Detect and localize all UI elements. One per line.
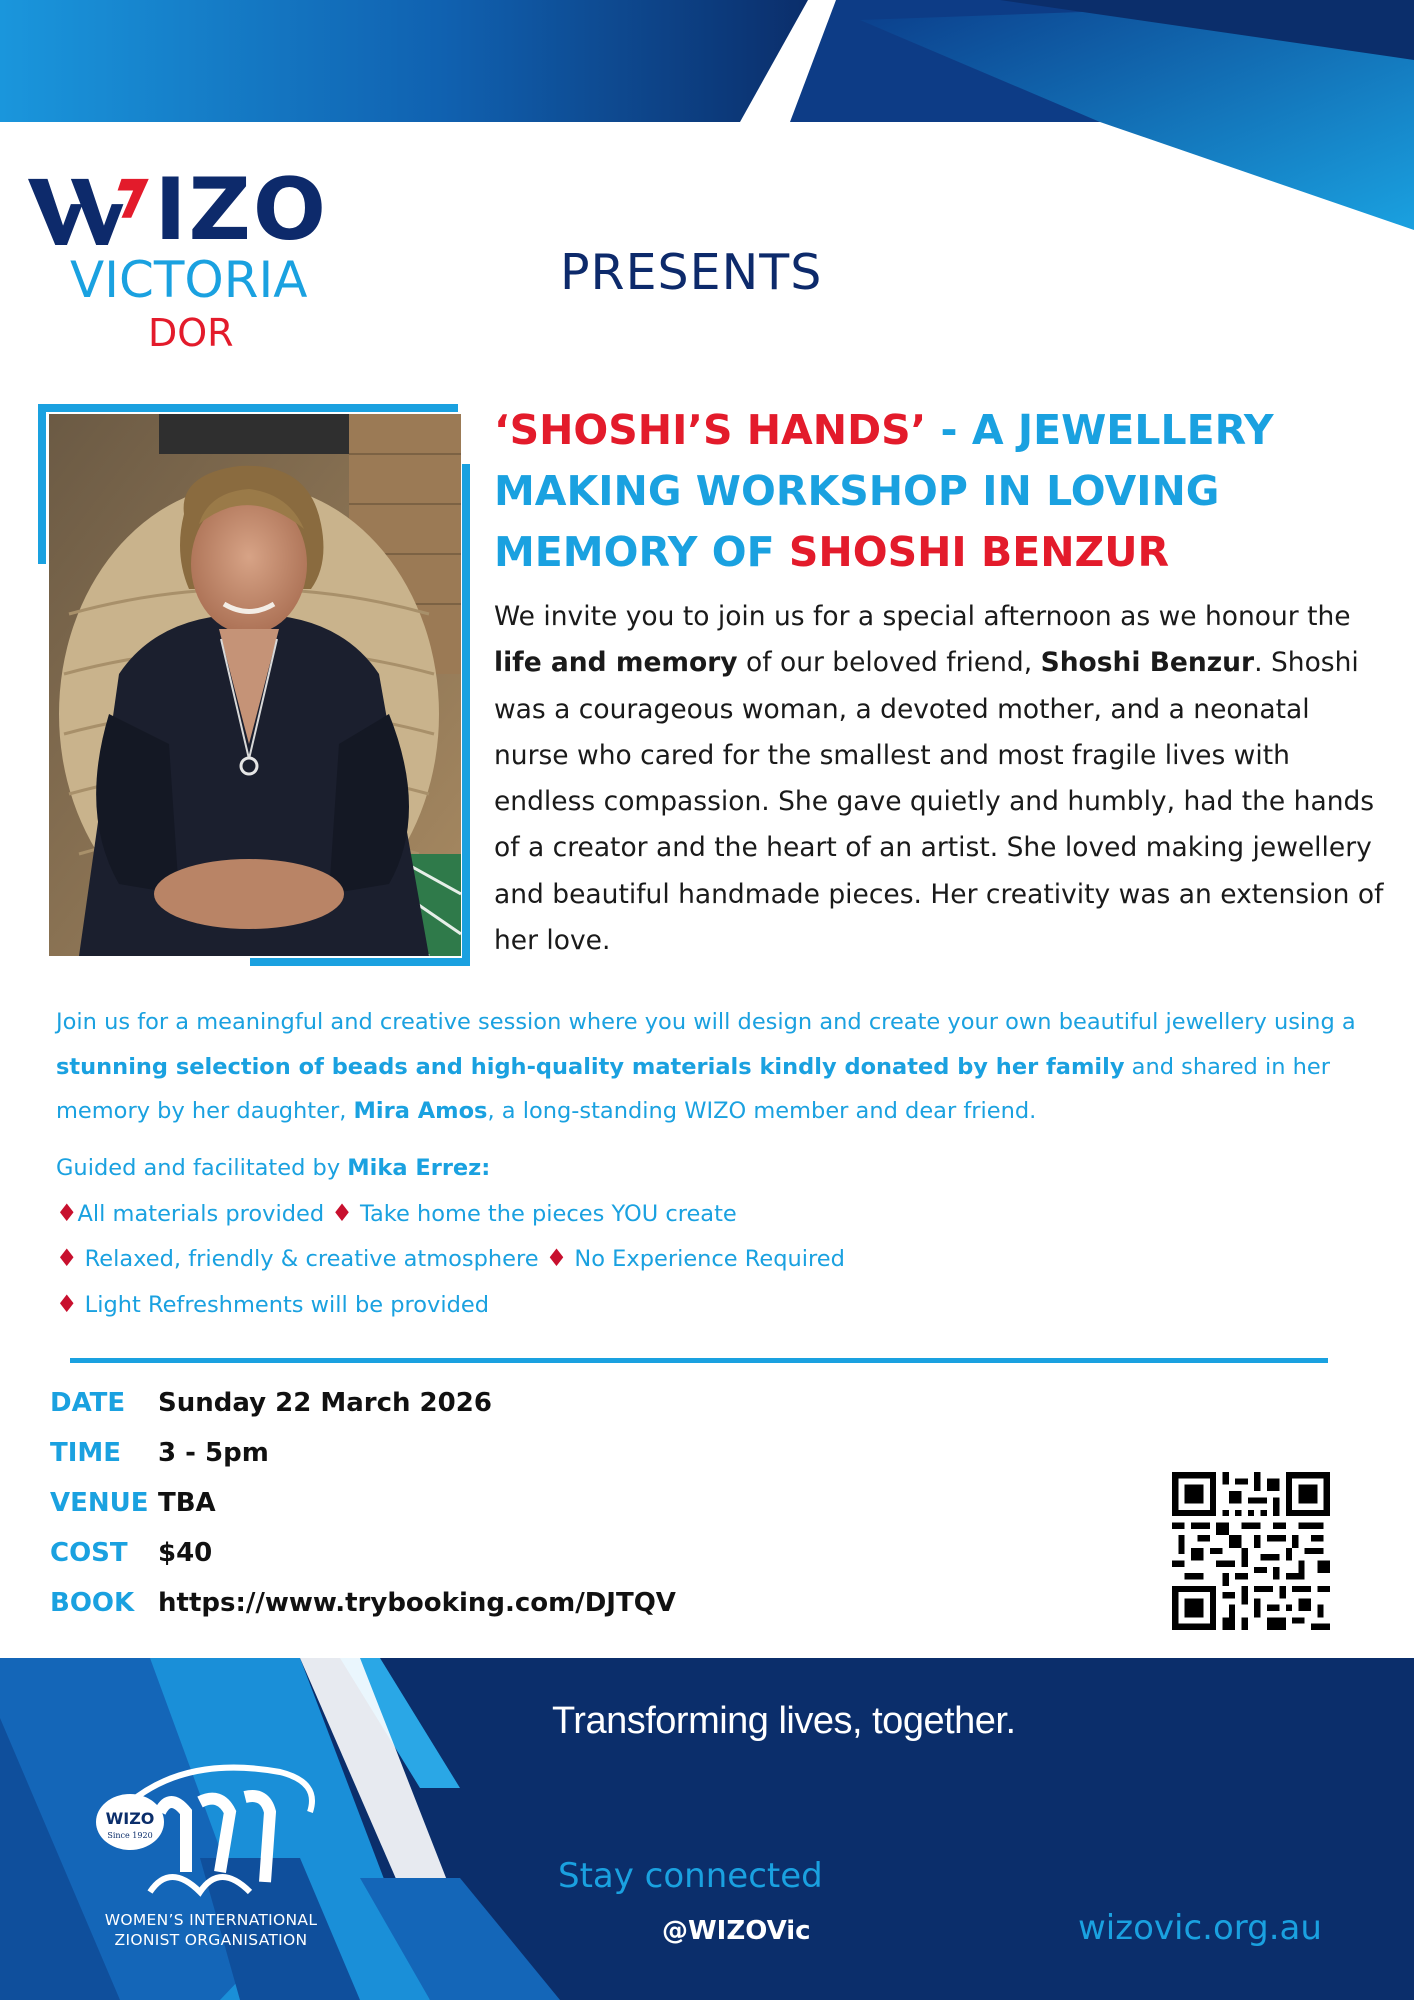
organisation-name-line-1: WOMEN’S INTERNATIONAL	[104, 1911, 318, 1929]
feature-item: Relaxed, friendly & creative atmosphere	[77, 1246, 539, 1272]
website-link[interactable]: wizovic.org.au	[1078, 1908, 1322, 1948]
organisation-name-line-2: ZIONIST ORGANISATION	[114, 1931, 308, 1949]
event-details	[50, 1378, 676, 1628]
intro-paragraph	[494, 594, 1384, 964]
join-text-1: Join us for a meaningful and creative session where you will design and create your own beautiful jewellery using a	[56, 1009, 1356, 1035]
social-handle[interactable]: @WIZOVic	[662, 1916, 811, 1946]
intro-text-2: of our beloved friend,	[737, 647, 1041, 679]
booking-link[interactable]: https://www.trybooking.com/DJTQV	[158, 1588, 676, 1618]
detail-value: Sunday 22 March 2026	[158, 1388, 492, 1418]
detail-value: $40	[158, 1538, 213, 1568]
features-line-1	[56, 1191, 1256, 1237]
organisation-name	[86, 1910, 336, 1950]
detail-label: BOOK	[50, 1588, 135, 1618]
portrait-photo	[49, 414, 461, 956]
qr-code[interactable]	[1172, 1472, 1330, 1630]
feature-item: Light Refreshments will be provided	[77, 1291, 490, 1318]
emblem-badge-since: Since 1920	[107, 1831, 153, 1840]
detail-row-venue	[50, 1478, 676, 1528]
detail-row-book[interactable]	[50, 1578, 676, 1628]
diamond-bullet-icon: ♦	[56, 1289, 78, 1318]
footer-tagline: Transforming lives, together.	[552, 1700, 1016, 1742]
detail-value: 3 - 5pm	[158, 1438, 269, 1468]
join-bold-1: stunning selection of beads and high-quality materials kindly donated by her family	[56, 1053, 1125, 1080]
intro-bold-1: life and memory	[494, 647, 738, 679]
detail-row-cost	[50, 1528, 676, 1578]
detail-label: TIME	[50, 1438, 122, 1468]
workshop-features	[56, 1146, 1256, 1327]
join-text-3: , a long-standing WIZO member and dear friend.	[487, 1098, 1037, 1124]
presents-label: PRESENTS	[560, 244, 823, 301]
logo-region: VICTORIA	[70, 251, 308, 309]
facilitator-line	[56, 1146, 1256, 1191]
wizo-victoria-dor-logo	[28, 160, 328, 356]
intro-text-1: We invite you to join us for a special afternoon as we honour the	[494, 601, 1351, 632]
detail-label: DATE	[50, 1388, 126, 1418]
wizo-w-mark-icon	[28, 174, 157, 246]
detail-label: COST	[50, 1538, 128, 1568]
diamond-bullet-icon: ♦	[545, 1244, 568, 1272]
stay-connected-label: Stay connected	[558, 1856, 823, 1896]
facilitator-name: Mika Errez:	[347, 1155, 491, 1181]
headline-title: ‘SHOSHI’S HANDS’	[494, 406, 927, 454]
section-divider	[70, 1358, 1328, 1363]
feature-item: All materials provided	[77, 1200, 325, 1227]
headline-subtitle: - A JEWELLERY MAKING WORKSHOP IN LOVING MEMORY OF	[494, 406, 1274, 576]
feature-item: No Experience Required	[567, 1246, 845, 1272]
diamond-bullet-icon: ♦	[331, 1198, 353, 1227]
join-paragraph	[56, 1000, 1386, 1134]
event-headline	[494, 400, 1374, 583]
features-line-2	[56, 1236, 1256, 1282]
diamond-bullet-icon: ♦	[56, 1244, 78, 1272]
headline-honoree: SHOSHI BENZUR	[788, 528, 1170, 576]
emblem-badge-name: WIZO	[105, 1809, 155, 1828]
detail-value: TBA	[158, 1488, 216, 1518]
logo-wizo-text: IZO	[154, 160, 328, 260]
wizo-emblem-icon	[90, 1752, 330, 1902]
intro-bold-2: Shoshi Benzur	[1040, 647, 1255, 679]
join-bold-2: Mira Amos	[353, 1098, 488, 1124]
detail-row-date	[50, 1378, 676, 1428]
diamond-bullet-icon: ♦	[56, 1198, 78, 1227]
detail-label: VENUE	[50, 1488, 149, 1518]
facilitator-intro: Guided and facilitated by	[56, 1155, 348, 1181]
detail-row-time	[50, 1428, 676, 1478]
intro-text-3: . Shoshi was a courageous woman, a devoted mother, and a neonatal nurse who cared for the smallest and most fragile lives with endless compassion. She gave quietly and humbly, had the hands of a creator and the heart of an artist. She loved making jewellery and beautiful handmade pieces. Her creativity was an extension of her love.	[494, 647, 1384, 957]
join-text-2: and shared in her memory by her daughter,	[56, 1053, 1330, 1124]
feature-item: Take home the pieces YOU create	[352, 1200, 737, 1227]
features-line-3	[56, 1282, 1256, 1328]
logo-group: DOR	[148, 311, 234, 355]
